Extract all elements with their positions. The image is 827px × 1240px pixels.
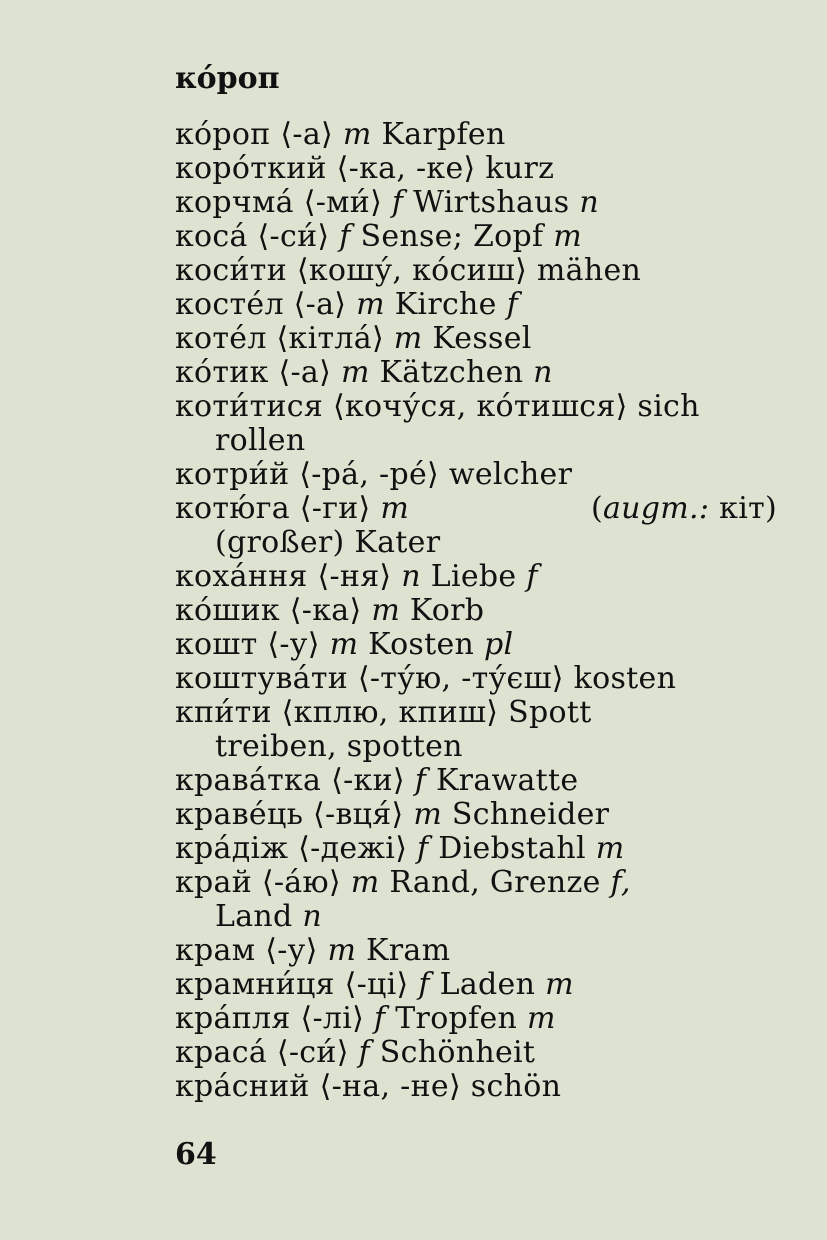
entry: крамни́ця ⟨-ці⟩ f Laden m — [175, 967, 574, 1002]
entry: коха́ння ⟨-ня⟩ n Liebe f — [175, 559, 538, 594]
entry: кошт ⟨-у⟩ m Kosten pl — [175, 627, 514, 662]
entry: ко́роп ⟨-а⟩ m Karpfen — [175, 117, 506, 152]
running-headword: ко́роп — [175, 61, 280, 96]
entry: краса́ ⟨-си́⟩ f Schönheit — [175, 1035, 536, 1070]
entry: косте́л ⟨-а⟩ m Kirche f — [175, 287, 518, 322]
entry: коса́ ⟨-си́⟩ f Sense; Zopf m — [175, 219, 582, 254]
entry: кпи́ти ⟨кплю, кпиш⟩ Spott treiben, spotten — [175, 696, 777, 764]
entry: коси́ти ⟨кошу́, ко́сиш⟩ mähen — [175, 253, 642, 288]
entry: крава́тка ⟨-ки⟩ f Krawatte — [175, 763, 579, 798]
entry: кра́сний ⟨-на, -не⟩ schön — [175, 1069, 562, 1104]
entry: коро́ткий ⟨-ка, -ке⟩ kurz — [175, 151, 555, 186]
entry: кра́діж ⟨-дежі⟩ f Diebstahl m — [175, 831, 625, 866]
page-number: 64 — [175, 1137, 217, 1172]
entry: крам ⟨-у⟩ m Kram — [175, 933, 451, 968]
entry: кра́пля ⟨-лі⟩ f Tropfen m — [175, 1001, 556, 1036]
entry: край ⟨-а́ю⟩ m Rand, Grenze f, Land n — [175, 866, 777, 934]
entry: коте́л ⟨кітла́⟩ m Kessel — [175, 321, 532, 356]
entry: краве́ць ⟨-вця́⟩ m Schneider — [175, 797, 610, 832]
entry-continuation: treiben, spotten — [215, 729, 463, 764]
entry: коштува́ти ⟨-ту́ю, -ту́єш⟩ kosten — [175, 661, 677, 696]
entry-continuation: rollen — [215, 423, 306, 458]
entry: котри́й ⟨-ра́, -ре́⟩ welcher — [175, 457, 573, 492]
entry-list — [175, 118, 777, 1104]
entry-continuation: (großer) Kater — [215, 525, 441, 560]
entry: ко́шик ⟨-ка⟩ m Korb — [175, 593, 485, 628]
entry: корчма́ ⟨-ми́⟩ f Wirtshaus n — [175, 185, 599, 220]
entry: котю́га ⟨-ги⟩ m (augm.: кіт) (großer) Kater — [175, 491, 777, 560]
entry: ко́тик ⟨-а⟩ m Kätzchen n — [175, 355, 553, 390]
entry: коти́тися ⟨кочу́ся, ко́тишся⟩ sich rollen — [175, 390, 777, 458]
entry-continuation: Land n — [215, 899, 322, 934]
